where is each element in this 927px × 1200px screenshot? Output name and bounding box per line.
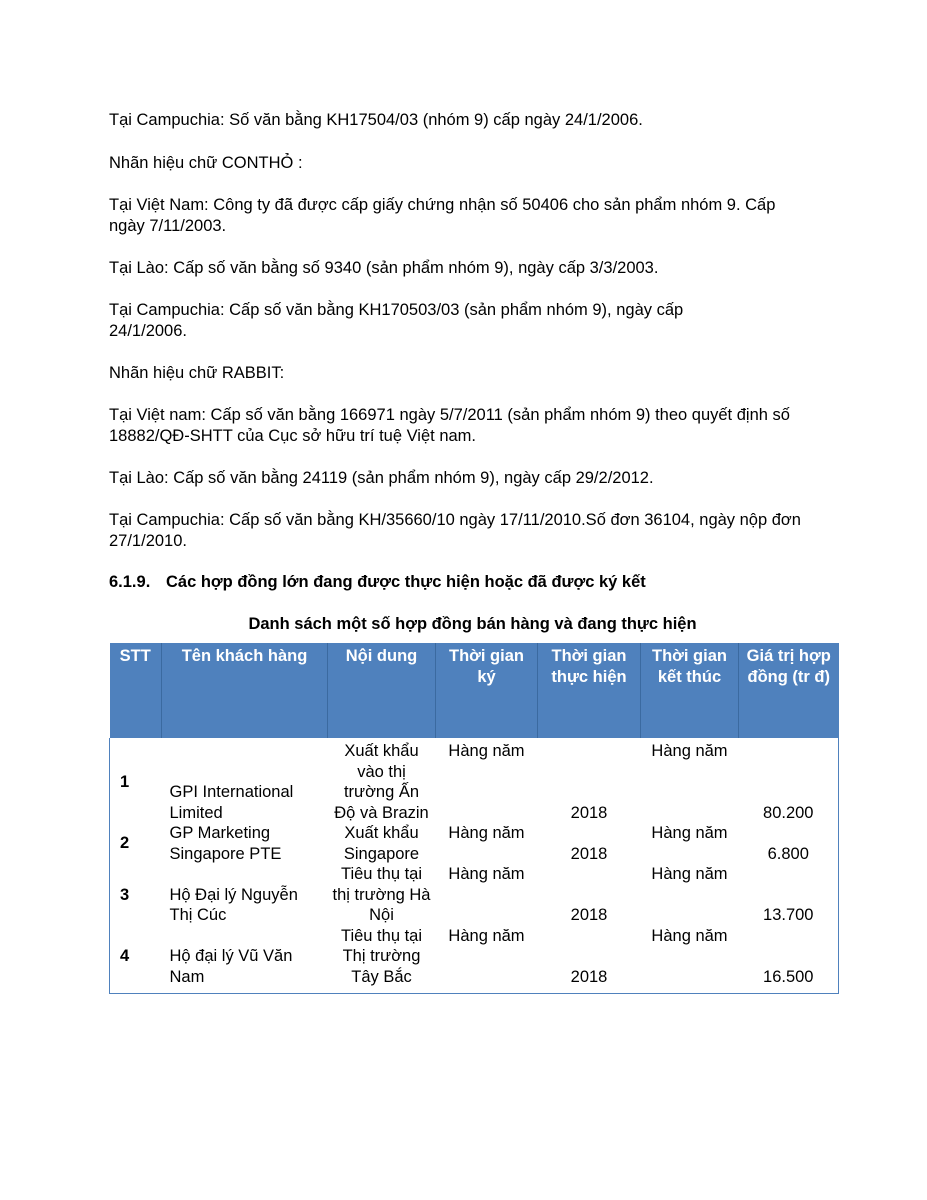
header-period: Thời gian thực hiện [538, 643, 641, 738]
cell-stt: 1 [110, 738, 162, 823]
cell-value: 6.800 [739, 823, 839, 864]
cell-signed: Hàng năm [448, 742, 525, 760]
paragraph-lao-24119: Tại Lào: Cấp số văn bằng 24119 (sản phẩm nhóm 9), ngày cấp 29/2/2012. [109, 469, 654, 487]
header-value: Giá trị hợp đồng (tr đ) [739, 643, 839, 738]
cell-customer: GP Marketing Singapore PTE [169, 824, 282, 863]
cell-value: 13.700 [739, 864, 839, 926]
cell-end: Hàng năm [651, 824, 728, 842]
cell-period: 2018 [570, 803, 608, 822]
cell-value: 16.500 [739, 926, 839, 994]
cell-content: Tiêu thụ tại Thị trường Tây Bắc [328, 926, 436, 994]
table-row [110, 823, 839, 864]
cell-content: Xuất khẩu Singapore [343, 824, 420, 863]
cell-customer: Hộ đại lý Vũ Văn Nam [162, 926, 328, 994]
paragraph-campuchia-kh170503: Tại Campuchia: Cấp số văn bằng KH170503/03 (sản phẩm nhóm 9), ngày cấp 24/1/2006. [109, 301, 684, 340]
cell-period: 2018 [570, 844, 608, 863]
header-content: Nội dung [328, 643, 436, 738]
table-caption: Danh sách một số hợp đồng bán hàng và đang thực hiện [248, 615, 697, 633]
paragraph-lao-9340: Tại Lào: Cấp số văn bằng số 9340 (sản phẩm nhóm 9), ngày cấp 3/3/2003. [109, 259, 659, 277]
header-signed: Thời gian ký [436, 643, 538, 738]
header-end: Thời gian kết thúc [641, 643, 739, 738]
cell-stt: 4 [110, 926, 162, 994]
cell-content: Xuất khẩu vào thị trường Ấn Độ và Brazin [334, 742, 429, 822]
paragraph-vietnam-50406: Tại Việt Nam: Công ty đã được cấp giấy chứng nhận số 50406 cho sản phẩm nhóm 9. Cấp ngày 7/11/2003. [109, 196, 776, 235]
paragraph-vietnam-166971: Tại Việt nam: Cấp số văn bằng 166971 ngày 5/7/2011 (sản phẩm nhóm 9) theo quyết định số 18882/QĐ-SHTT của Cục sở hữu trí tuệ Việt nam. [109, 406, 790, 445]
header-stt: STT [110, 643, 162, 738]
paragraph-campuchia-kh17504: Tại Campuchia: Số văn bằng KH17504/03 (nhóm 9) cấp ngày 24/1/2006. [109, 111, 643, 129]
paragraph-conthoi-heading: Nhãn hiệu chữ CONTHỎ : [109, 154, 303, 172]
cell-signed: Hàng năm [448, 865, 525, 883]
cell-value: 80.200 [739, 738, 839, 823]
paragraph-campuchia-kh35660: Tại Campuchia: Cấp số văn bằng KH/35660/10 ngày 17/11/2010.Số đơn 36104, ngày nộp đơn 27/1/2010. [109, 511, 801, 550]
cell-period: 2018 [570, 906, 608, 924]
cell-end: Hàng năm [651, 865, 728, 883]
cell-stt: 2 [110, 823, 162, 864]
cell-stt: 3 [110, 864, 162, 926]
cell-signed: Hàng năm [448, 824, 525, 842]
cell-signed: Hàng năm [436, 926, 538, 994]
cell-period: 2018 [538, 926, 641, 994]
cell-content: Tiêu thụ tại thị trường Hà Nội [332, 865, 431, 924]
cell-customer: Hộ Đại lý Nguyễn Thị Cúc [169, 885, 298, 924]
table-header-row [110, 643, 839, 738]
table-row [110, 864, 839, 926]
table-row [110, 926, 839, 994]
contracts-table [109, 643, 839, 994]
section-number: 6.1.9. [109, 573, 151, 591]
cell-end: Hàng năm [641, 926, 739, 994]
paragraph-rabbit-heading: Nhãn hiệu chữ RABBIT: [109, 364, 285, 382]
section-heading [109, 572, 646, 593]
header-customer: Tên khách hàng [162, 643, 328, 738]
cell-end: Hàng năm [651, 742, 728, 760]
cell-customer: GPI International Limited [169, 783, 294, 822]
table-row [110, 738, 839, 823]
section-title: Các hợp đồng lớn đang được thực hiện hoặc đã được ký kết [166, 573, 646, 591]
